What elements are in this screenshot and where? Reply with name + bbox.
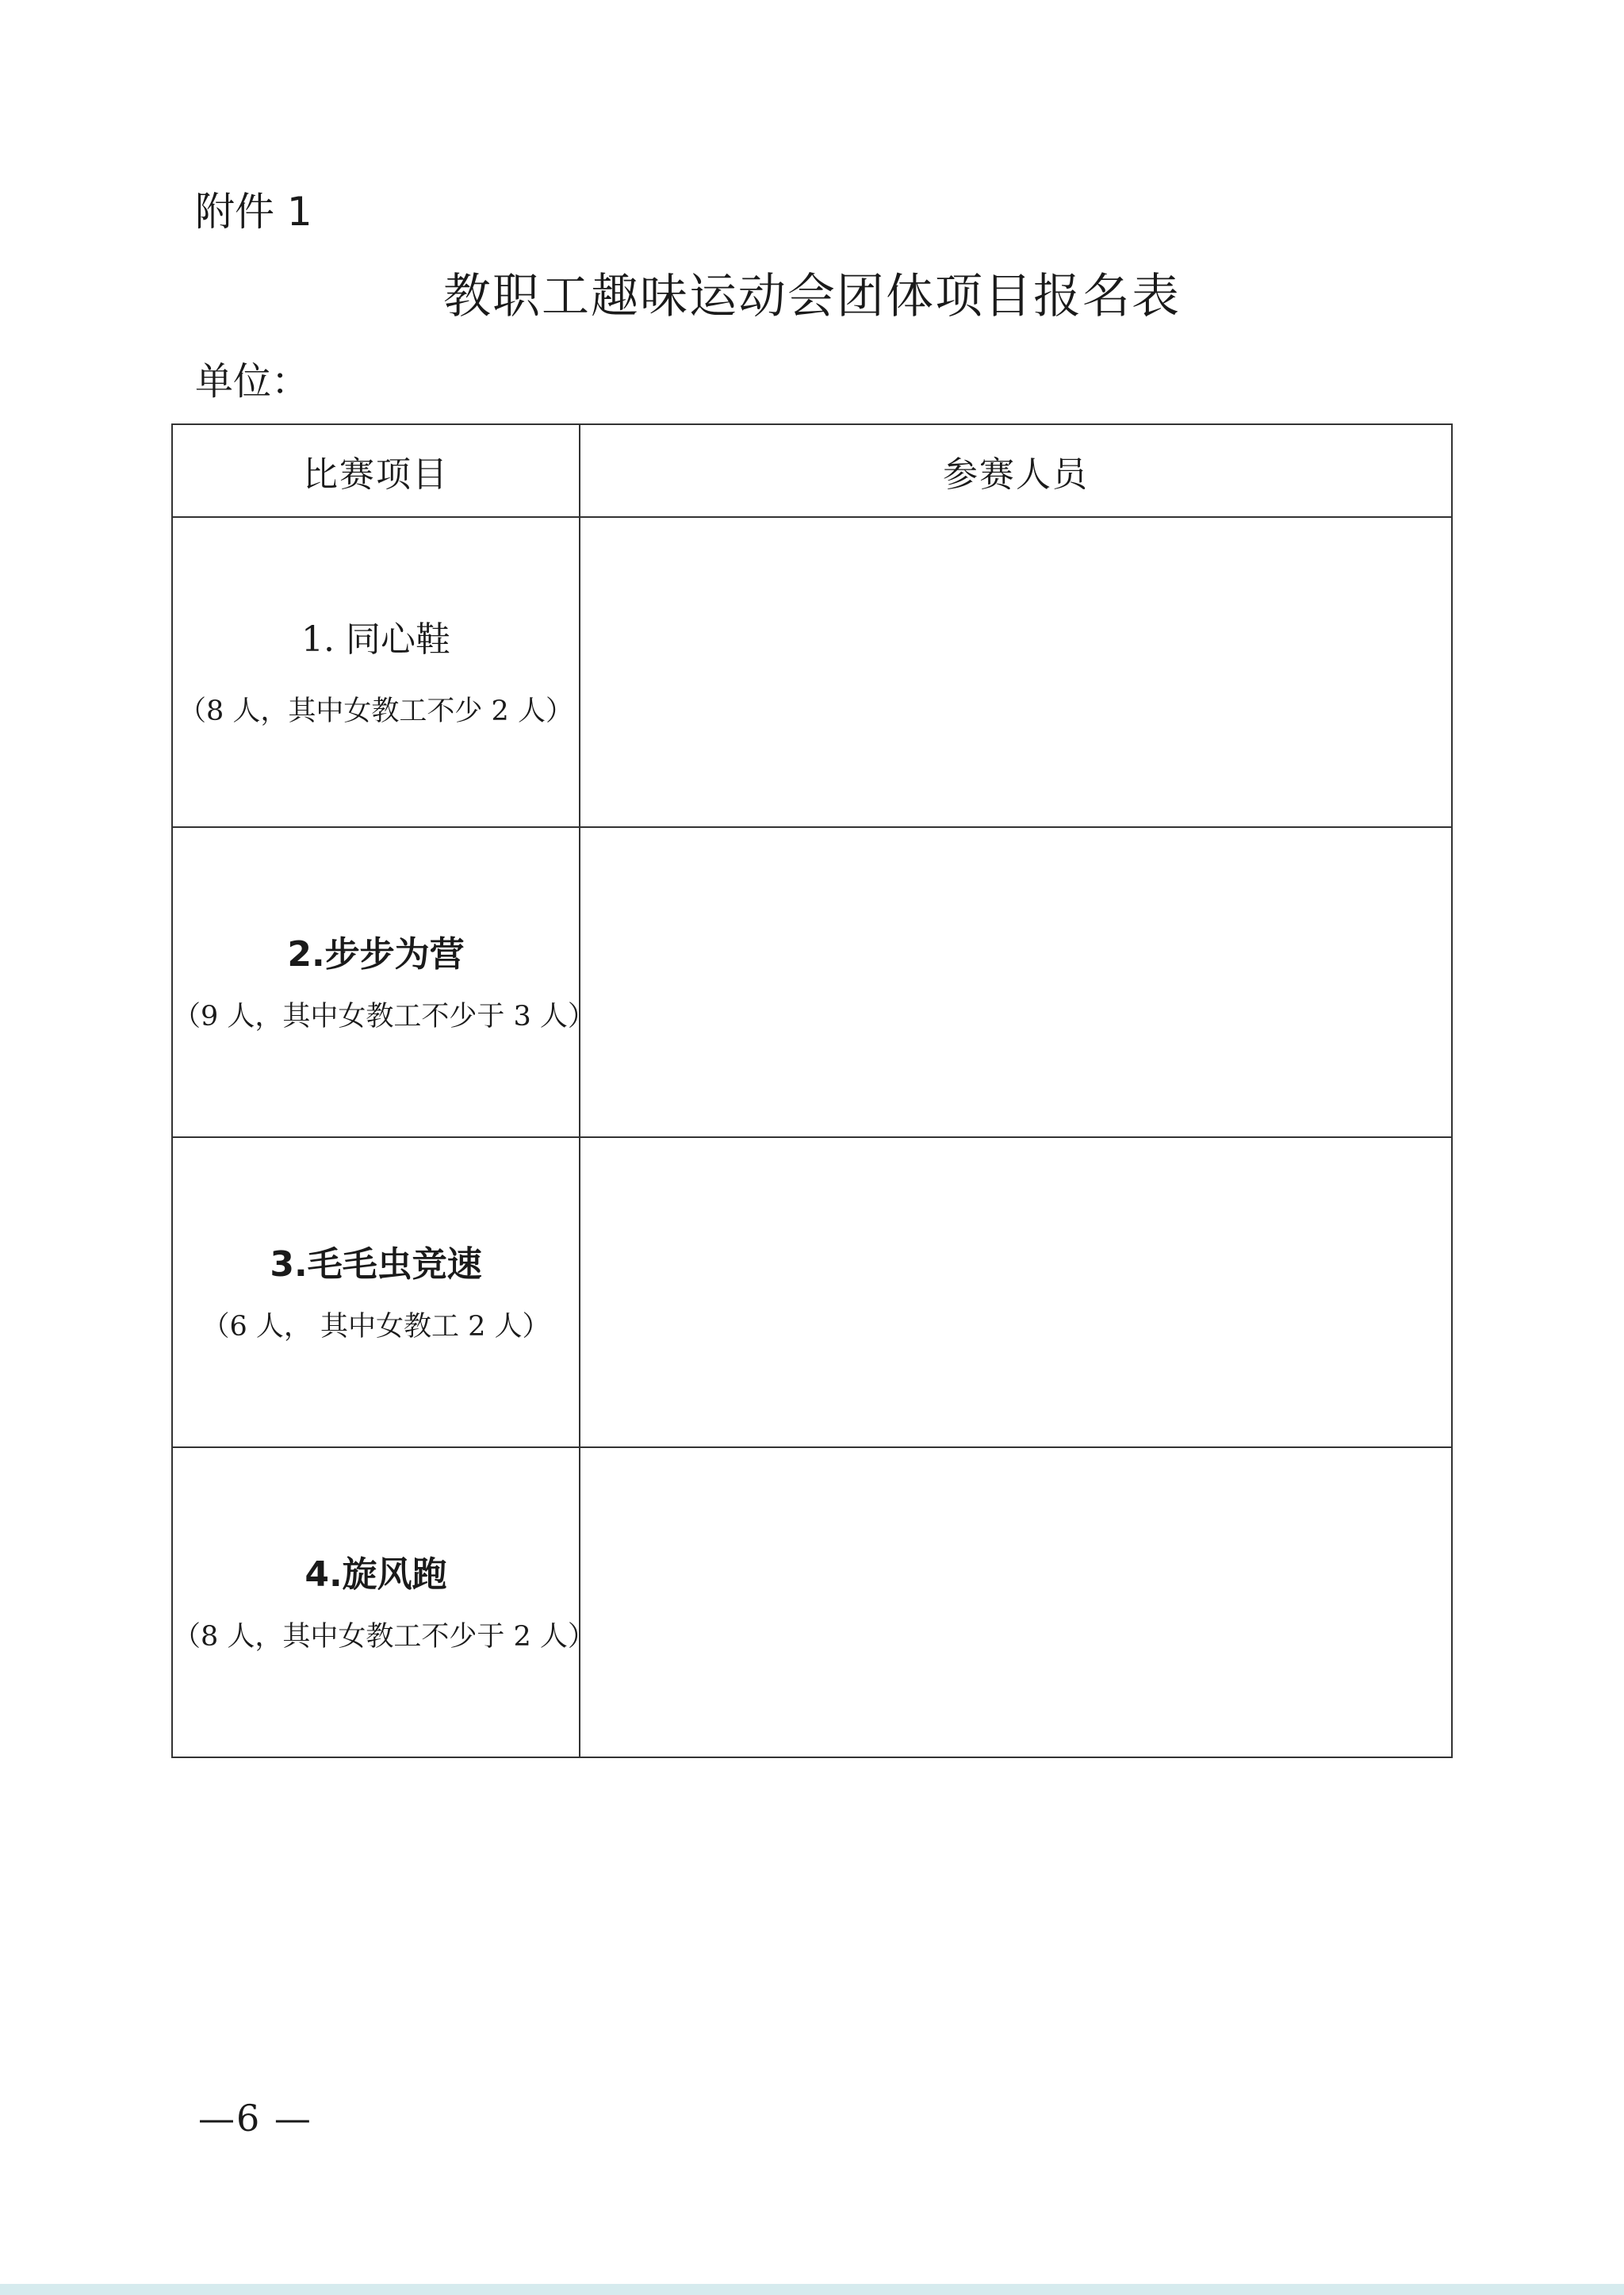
- page-number: —6 —: [198, 2097, 312, 2140]
- table-header-row: [172, 424, 1452, 517]
- event-name: 4.旋风跑: [304, 1554, 447, 1595]
- registration-table: [171, 423, 1453, 1758]
- event-name: 1. 同心鞋: [301, 619, 450, 660]
- participants-cell[interactable]: [580, 827, 1452, 1137]
- unit-label: 单位：: [195, 359, 310, 404]
- table-row: [172, 1137, 1452, 1447]
- participants-cell[interactable]: [580, 517, 1452, 827]
- attachment-label: 附件 1: [195, 189, 312, 235]
- event-requirement: （8 人，其中女教工不少于 2 人）: [173, 1620, 596, 1653]
- participants-cell[interactable]: [580, 1447, 1452, 1757]
- page-title: 教职工趣味运动会团体项目报名表: [443, 269, 1181, 324]
- table-row: [172, 517, 1452, 827]
- table-row: [172, 827, 1452, 1137]
- event-name: 3.毛毛虫竞速: [270, 1243, 482, 1285]
- column-header-event: 比赛项目: [172, 424, 580, 517]
- scan-edge-line: [0, 2284, 1624, 2295]
- event-name: 2.步步为营: [287, 933, 465, 975]
- event-cell: [172, 827, 596, 1137]
- event-requirement: （8 人，其中女教工不少 2 人）: [178, 695, 573, 727]
- event-cell: [172, 517, 580, 827]
- event-cell: [172, 1447, 596, 1757]
- column-header-participants: 参赛人员: [580, 424, 1452, 517]
- event-requirement: （6 人， 其中女教工 2 人）: [201, 1310, 550, 1343]
- event-requirement: （9 人，其中女教工不少于 3 人）: [173, 1000, 596, 1033]
- table-row: [172, 1447, 1452, 1757]
- participants-cell[interactable]: [580, 1137, 1452, 1447]
- event-cell: [172, 1137, 580, 1447]
